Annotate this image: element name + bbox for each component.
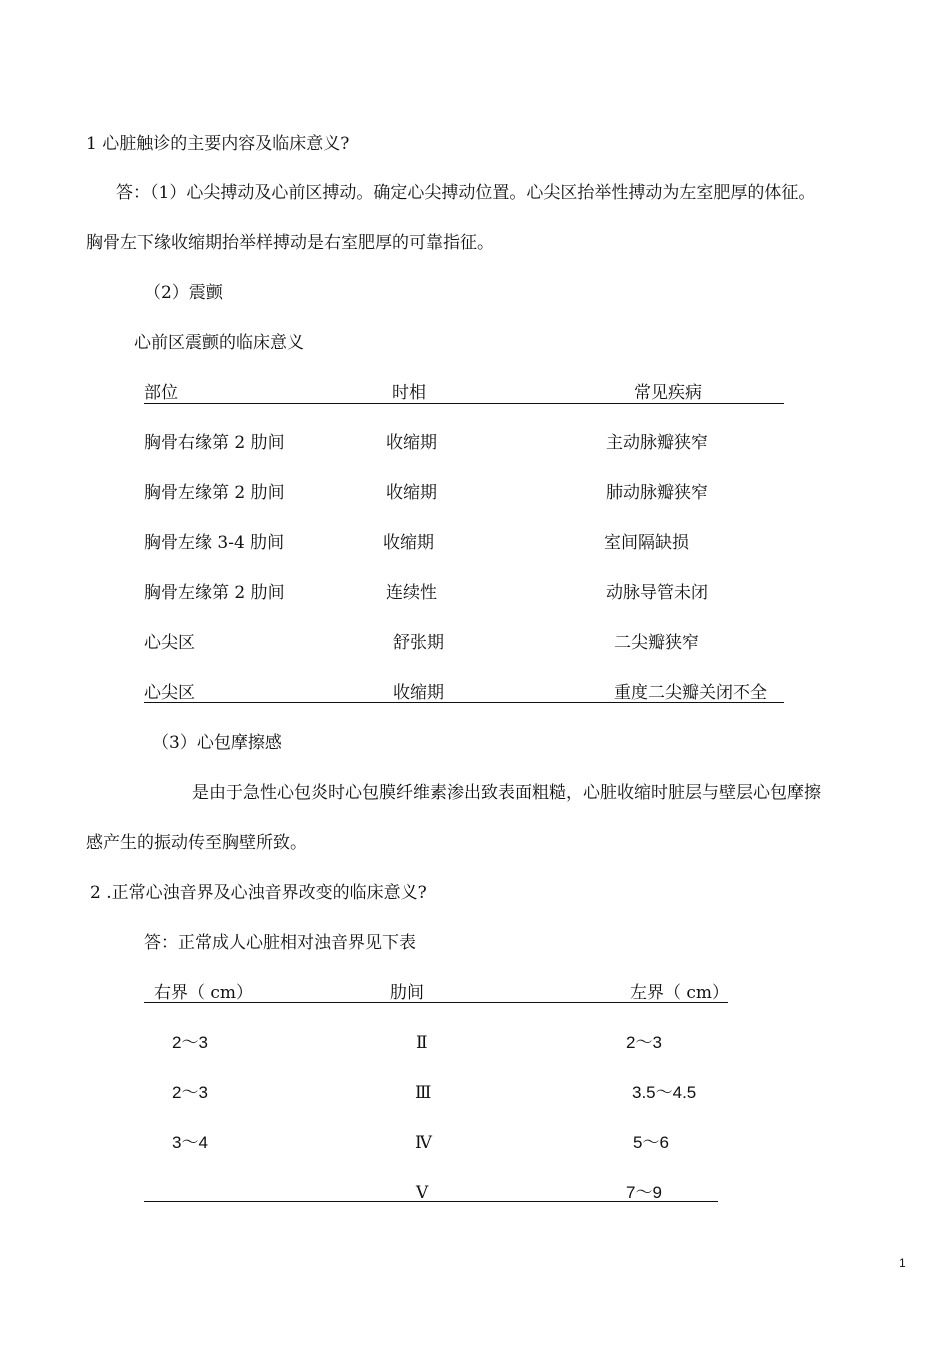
page-number: 1 xyxy=(899,1256,906,1270)
table-1-cell-site: 胸骨左缘第 2 肋间 xyxy=(144,583,285,603)
table-2-cell-left: 3.5～4.5 xyxy=(632,1083,697,1102)
table-1-cell-phase: 收缩期 xyxy=(383,533,434,553)
question-2-title: 2 .正常心浊音界及心浊音界改变的临床意义? xyxy=(90,883,427,903)
table-2-cell-left: 2～3 xyxy=(626,1033,662,1052)
table-1-cell-phase: 收缩期 xyxy=(393,683,444,703)
table-1-header-rule xyxy=(144,403,784,404)
table-2-cell-left: 5～6 xyxy=(633,1133,669,1152)
answer-2-intro: 答：正常成人心脏相对浊音界见下表 xyxy=(144,933,416,953)
table-1-cell-phase: 收缩期 xyxy=(386,483,437,503)
table-1-header-disease: 常见疾病 xyxy=(634,383,702,403)
table-2-cell-intercostal: Ⅲ xyxy=(415,1083,432,1103)
table-1-cell-site: 胸骨左缘 3-4 肋间 xyxy=(144,533,285,553)
table-1-header-phase: 时相 xyxy=(392,383,426,403)
table-1-cell-site: 胸骨右缘第 2 肋间 xyxy=(144,433,285,453)
answer-1-line-1: 答：（1）心尖搏动及心前区搏动。确定心尖搏动位置。心尖区抬举性搏动为左室肥厚的体征。 xyxy=(116,183,816,203)
item-3-heading: （3）心包摩擦感 xyxy=(152,733,282,753)
table-1-cell-site: 胸骨左缘第 2 肋间 xyxy=(144,483,285,503)
table-2-cell-right: 2～3 xyxy=(172,1033,208,1052)
table-2-cell-right: 2～3 xyxy=(172,1083,208,1102)
table-2-cell-left: 7～9 xyxy=(626,1183,662,1202)
table-1-cell-disease: 动脉导管未闭 xyxy=(606,583,708,603)
table-2-header-intercostal: 肋间 xyxy=(390,983,424,1003)
item-2-heading: （2）震颤 xyxy=(144,283,223,303)
question-1-title: 1 心脏触诊的主要内容及临床意义? xyxy=(86,134,350,154)
table-2-header-rule xyxy=(144,1002,728,1003)
table-1-header-site: 部位 xyxy=(144,383,178,403)
table-1-cell-site: 心尖区 xyxy=(144,633,195,653)
table-2-cell-right: 3～4 xyxy=(172,1133,208,1152)
table-1-cell-disease: 主动脉瓣狭窄 xyxy=(606,433,708,453)
table-1-bottom-rule xyxy=(144,702,784,703)
table-1-cell-phase: 舒张期 xyxy=(393,633,444,653)
table-2-cell-intercostal: Ⅱ xyxy=(416,1033,428,1053)
table-2-cell-intercostal: Ⅴ xyxy=(416,1183,429,1203)
table-1-cell-disease: 室间隔缺损 xyxy=(604,533,689,553)
table-2-cell-intercostal: Ⅳ xyxy=(415,1133,432,1153)
table-1-cell-phase: 收缩期 xyxy=(386,433,437,453)
table-2-header-left: 左界（ cm） xyxy=(630,983,730,1003)
table-1-cell-disease: 二尖瓣狭窄 xyxy=(614,633,699,653)
table-1-cell-disease: 重度二尖瓣关闭不全 xyxy=(614,683,767,703)
item-3-line-2: 感产生的振动传至胸壁所致。 xyxy=(86,833,307,853)
table-1-cell-site: 心尖区 xyxy=(144,683,195,703)
table-1-cell-disease: 肺动脉瓣狭窄 xyxy=(606,483,708,503)
table-1-cell-phase: 连续性 xyxy=(386,583,437,603)
item-3-line-1: 是由于急性心包炎时心包膜纤维素渗出致表面粗糙，心脏收缩时脏层与壁层心包摩擦 xyxy=(192,783,821,803)
table-2-bottom-rule xyxy=(144,1201,718,1202)
table-1-title: 心前区震颤的临床意义 xyxy=(134,333,304,353)
answer-1-line-2: 胸骨左下缘收缩期抬举样搏动是右室肥厚的可靠指征。 xyxy=(86,233,494,253)
table-2-header-right: 右界（ cm） xyxy=(154,983,254,1003)
